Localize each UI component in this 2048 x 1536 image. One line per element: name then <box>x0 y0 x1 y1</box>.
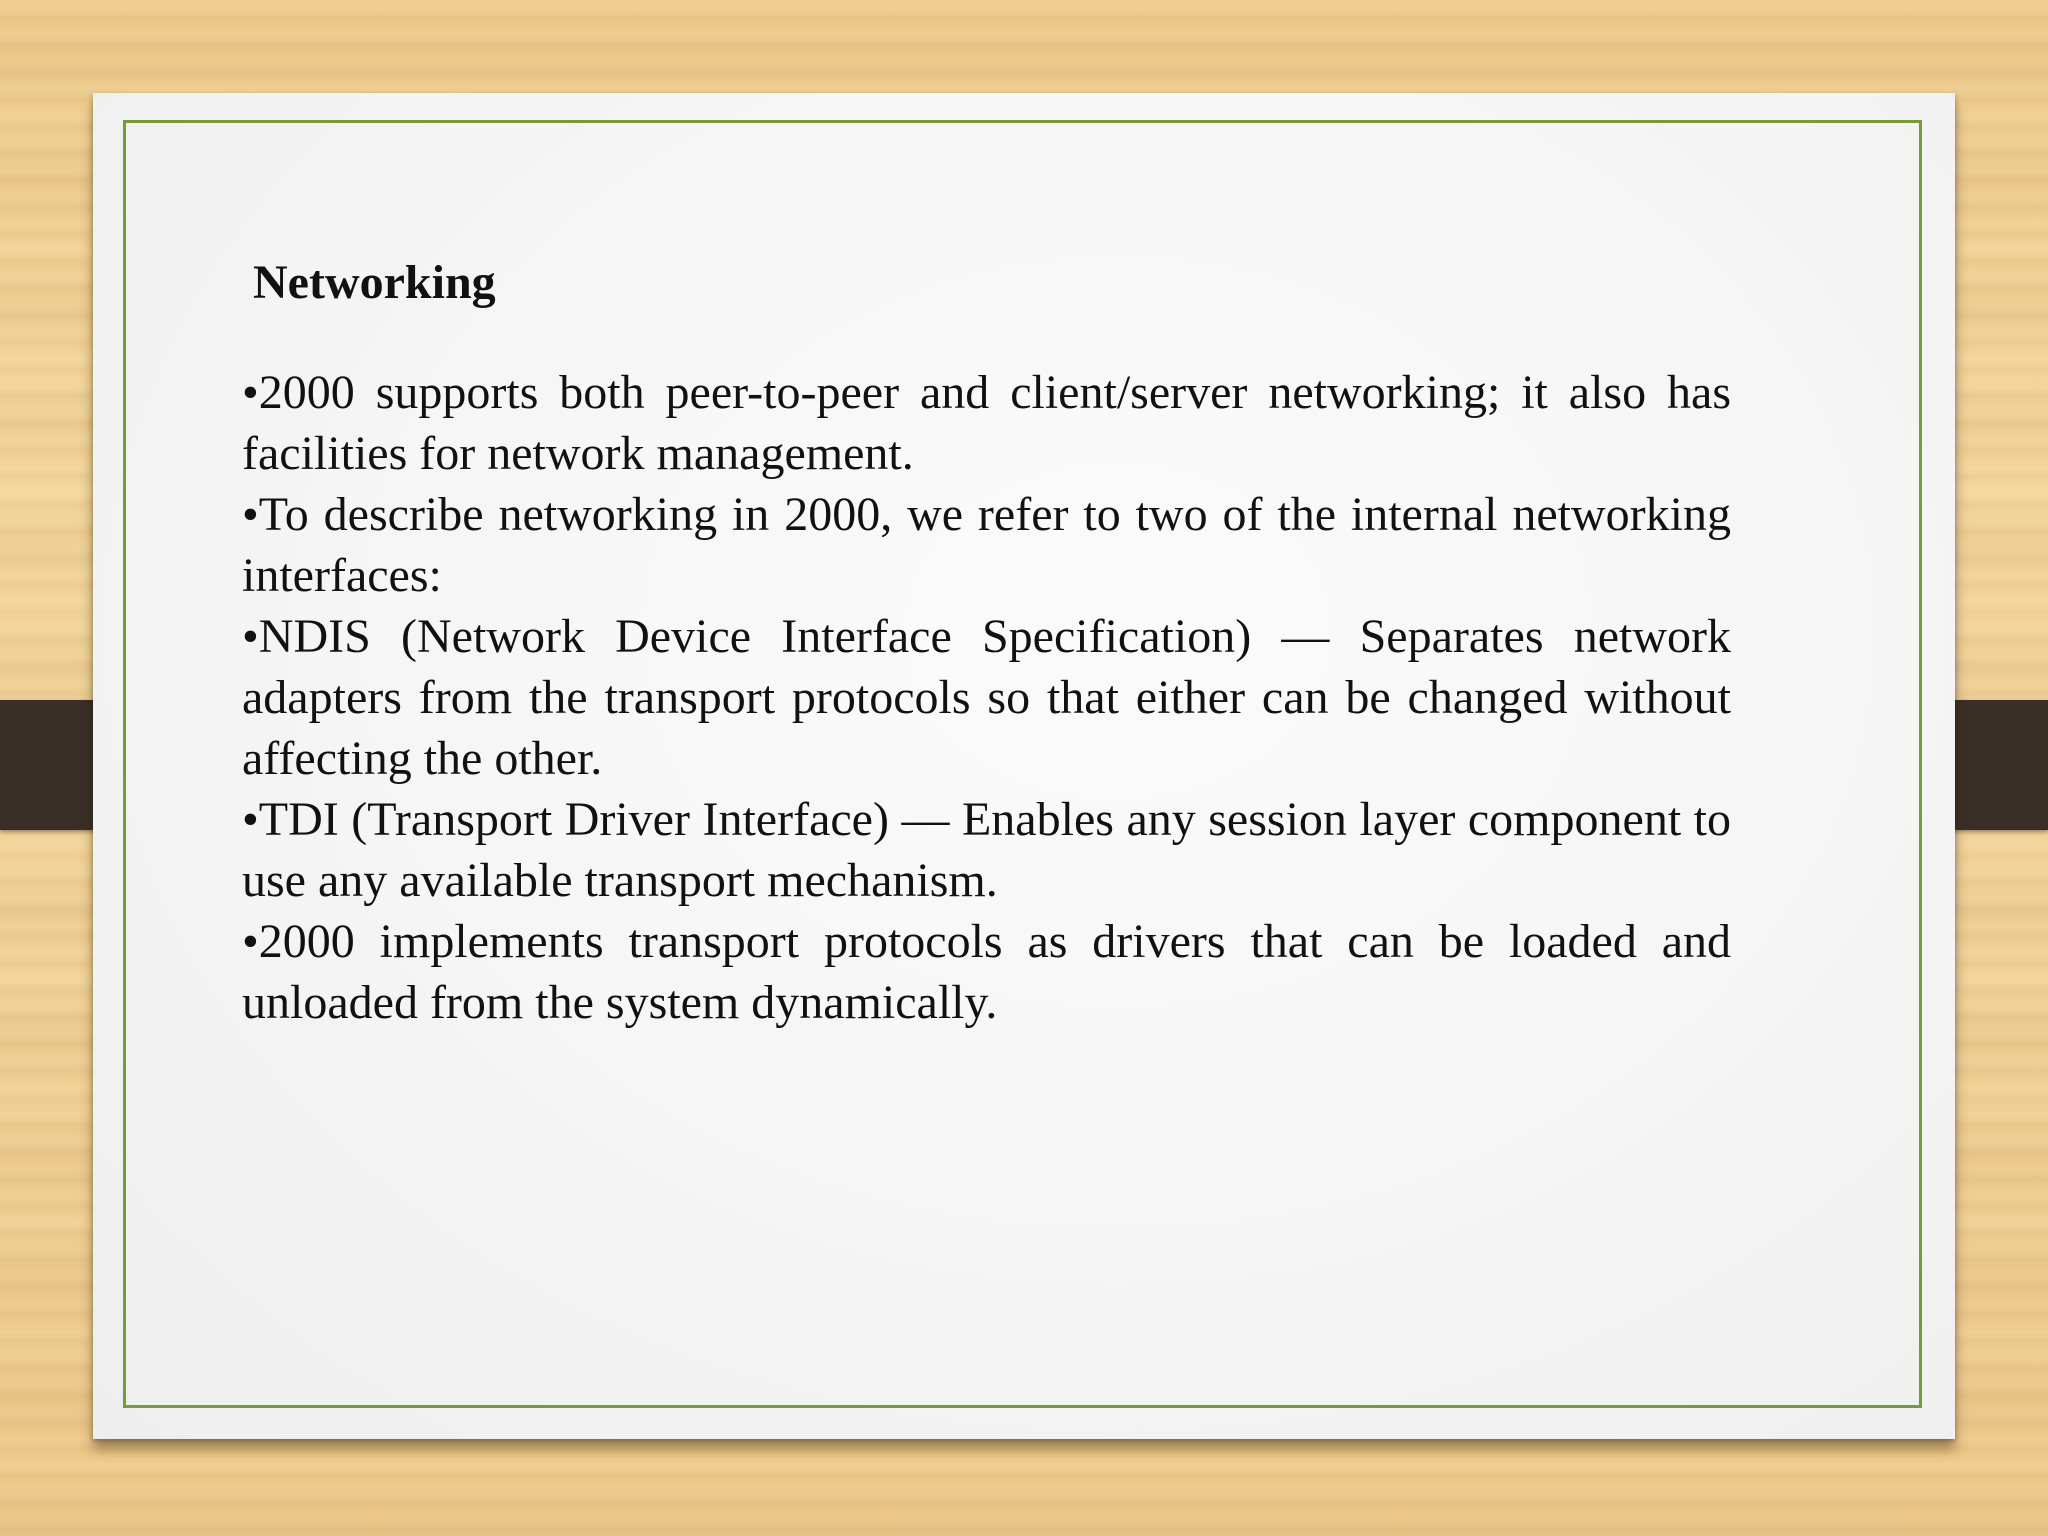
slide-title: Networking <box>253 256 496 309</box>
bullet-item: •NDIS (Network Device Interface Specification) — Separates network adapters from the transport protocols so that either can be changed without affecting the other. <box>242 609 1731 785</box>
bullet-item: •To describe networking in 2000, we refer to two of the internal networking interfaces: <box>242 487 1731 602</box>
bullet-item: •2000 supports both peer-to-peer and client/server networking; it also has facilities for network management. <box>242 365 1731 480</box>
bullet-item: •2000 implements transport protocols as drivers that can be loaded and unloaded from the system dynamically. <box>242 914 1731 1029</box>
bullet-item: •TDI (Transport Driver Interface) — Enables any session layer component to use any available transport mechanism. <box>242 792 1731 907</box>
slide-paper <box>93 93 1955 1439</box>
bullet-list <box>242 362 1731 1033</box>
slide-content <box>242 254 1731 1033</box>
